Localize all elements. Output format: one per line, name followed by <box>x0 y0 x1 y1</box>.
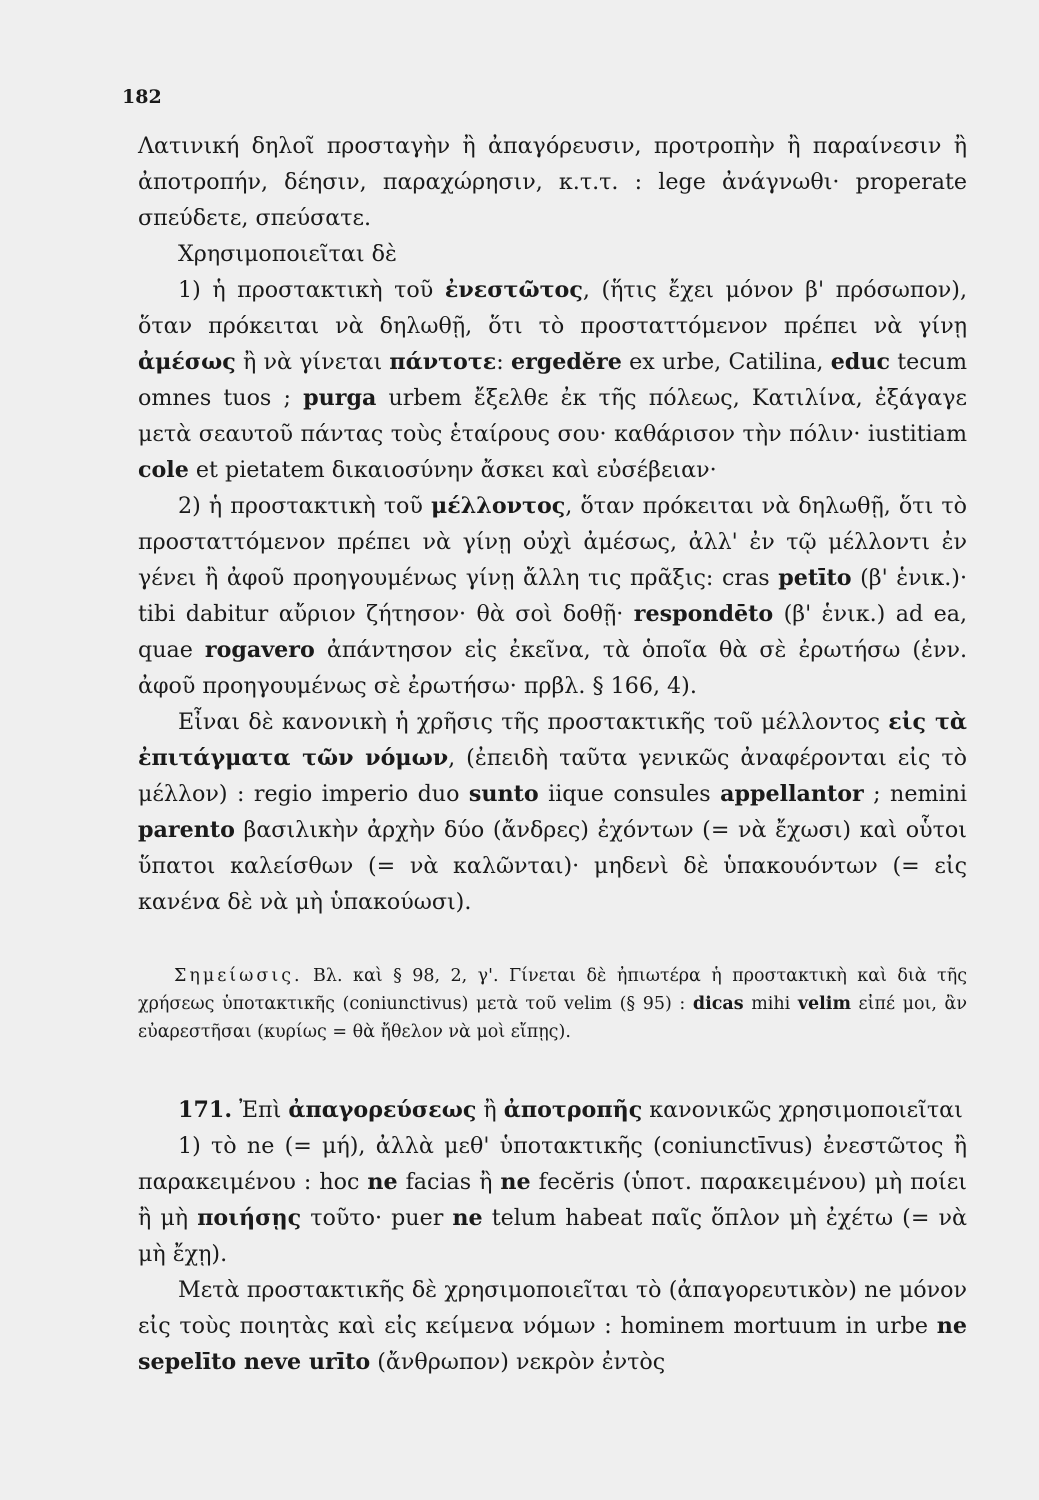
text-block-top <box>138 128 967 920</box>
section-171 <box>138 1092 967 1380</box>
paragraph-laws: Εἶναι δὲ κανονικὴ ἡ χρῆσις τῆς προστακτικῆς τοῦ μέλλοντος εἰς τὰ ἐπιτάγματα τῶν νόμων, (ἐπειδὴ ταῦτα γενικῶς ἀναφέρονται εἰς τὸ μέλλον) : regio imperio duo sunto iique consules appellantor ; nemini parento βασιλικὴν ἀρχὴν δύο (ἄνδρες) ἐχόντων (= νὰ ἔχωσι) καὶ οὗτοι ὕπατοι καλείσθων (= νὰ καλῶνται)· μηδενὶ δὲ ὑπακουόντων (= εἰς κανένα δὲ νὰ μὴ ὑπακούωσι). <box>138 709 967 915</box>
section-171-heading: 171. Ἐπὶ ἀπαγορεύσεως ἢ ἀποτροπῆς κανονικῶς χρησιμοποιεῖται <box>178 1097 963 1123</box>
item-future-imperative: 2) ἡ προστακτικὴ τοῦ μέλλοντος, ὅταν πρόκειται νὰ δηλωθῇ, ὅτι τὸ προσταττόμενον πρέπει νὰ γίνῃ οὐχὶ ἀμέσως, ἀλλ' ἐν τῷ μέλλοντι ἐν γένει ἢ ἀφοῦ προηγουμένως γίνῃ ἄλλη τις πρᾶξις: cras petīto (β' ἑνικ.)· tibi dabitur αὔριον ζήτησον· θὰ σοὶ δοθῇ· respondēto (β' ἑνικ.) ad ea, quae rogavero ἀπάντησον εἰς ἐκεῖνα, τὰ ὁποῖα θὰ σὲ ἐρωτήσω (ἐνν. ἀφοῦ προηγουμένως σὲ ἐρωτήσω· πρβλ. § 166, 4). <box>138 493 968 699</box>
item-ne-subjunctive: 1) τὸ ne (= μή), ἀλλὰ μεθ' ὑποτακτικῆς (coniunctīvus) ἐνεστῶτος ἢ παρακειμένου : hoc ne facias ἢ ne fecĕris (ὑποτ. παρακειμένου) μὴ ποίει ἢ μὴ ποιήσῃς τοῦτο· puer ne telum habeat παῖς ὅπλον μὴ ἐχέτω (= νὰ μὴ ἔχῃ). <box>138 1133 967 1267</box>
note-paragraph: Σημείωσις. Βλ. καὶ § 98, 2, γ'. Γίνεται δὲ ἠπιωτέρα ἡ προστακτικὴ καὶ διὰ τῆς χρήσεως ὑποτακτικῆς (coniunctivus) μετὰ τοῦ velim (§ 95) : dicas mihi velim εἰπέ μοι, ἂν εὐαρεστῆσαι (κυρίως = θὰ ἤθελον νὰ μοὶ εἴπῃς). <box>138 966 967 1042</box>
paragraph-intro: Λατινική δηλοῖ προσταγὴν ἢ ἀπαγόρευσιν, προτροπὴν ἢ παραίνεσιν ἢ ἀποτροπήν, δέησιν, παραχώρησιν, κ.τ.τ. : lege ἀνάγνωθι· properate σπεύδετε, σπεύσατε. <box>138 133 967 231</box>
item-present-imperative: 1) ἡ προστακτικὴ τοῦ ἐνεστῶτος, (ἥτις ἔχει μόνον β' πρόσωπον), ὅταν πρόκειται νὰ δηλωθῇ, ὅτι τὸ προσταττόμενον πρέπει νὰ γίνῃ ἀμέσως ἢ νὰ γίνεται πάντοτε: ergedĕre ex urbe, Catilina, educ tecum omnes tuos ; purga urbem ἔξελθε ἐκ τῆς πόλεως, Κατιλίνα, ἐξάγαγε μετὰ σεαυτοῦ πάντας τοὺς ἑταίρους σου· καθάρισον τὴν πόλιν· iustitiam cole et pietatem δικαιοσύνην ἄσκει καὶ εὐσέβειαν· <box>138 277 968 483</box>
paragraph-ne-imperative: Μετὰ προστακτικῆς δὲ χρησιμοποιεῖται τὸ (ἀπαγορευτικὸν) ne μόνον εἰς τοὺς ποιητὰς καὶ εἰς κείμενα νόμων : hominem mortuum in urbe ne sepelīto neve urīto (ἄνθρωπον) νεκρὸν ἐντὸς <box>138 1277 967 1375</box>
note-block <box>138 962 967 1046</box>
paragraph-usage: Χρησιμοποιεῖται δὲ <box>178 241 397 267</box>
page-number: 182 <box>122 86 162 108</box>
